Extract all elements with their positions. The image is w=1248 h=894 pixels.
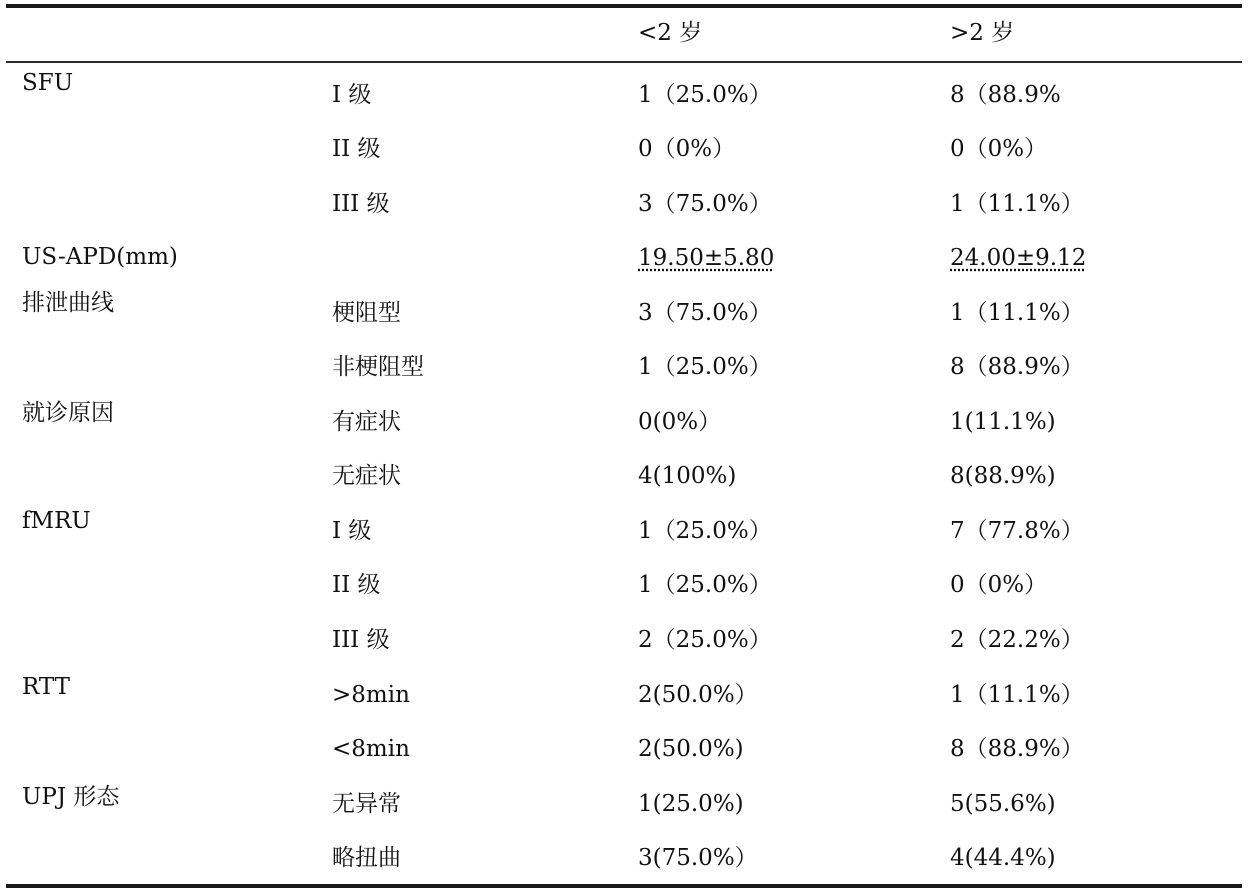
table-cell-under-2: 3(75.0%） (638, 845, 758, 871)
table-cell-over-2: 1(11.1%) (950, 409, 1056, 435)
table-cell-over-2: 7（77.8%） (950, 518, 1084, 544)
table-cell-subgroup: 有症状 (332, 409, 401, 435)
table-cell-under-2: 0(0%） (638, 409, 722, 435)
table-cell-under-2: 1(25.0%) (638, 791, 744, 817)
table-cell-over-2: 0（0%） (950, 136, 1048, 162)
table-cell-over-2: 4(44.4%) (950, 845, 1056, 871)
table-bottom-rule (6, 884, 1242, 888)
group-label-rtt: RTT (22, 674, 71, 700)
table-header-rule (6, 61, 1242, 63)
table-cell-over-2: 8（88.9% (950, 82, 1061, 108)
table-cell-subgroup: 略扭曲 (332, 845, 401, 871)
group-label-drainage-curve: 排泄曲线 (22, 290, 114, 316)
group-label-upj: UPJ 形态 (22, 784, 120, 810)
table-cell-under-2: 2(50.0%) (638, 736, 744, 762)
table-cell-over-2: 5(55.6%) (950, 791, 1056, 817)
table-cell-under-2: 19.50±5.80 (638, 245, 775, 271)
table-cell-under-2: 2（25.0%） (638, 627, 772, 653)
table-cell-subgroup: III 级 (332, 627, 390, 653)
group-label-us-apd: US-APD(mm) (22, 244, 178, 270)
table-cell-subgroup: III 级 (332, 191, 390, 217)
table-cell-subgroup: 无异常 (332, 791, 401, 817)
table-cell-over-2: 8（88.9%） (950, 354, 1084, 380)
table-cell-subgroup: I 级 (332, 518, 372, 544)
table-cell-subgroup: I 级 (332, 82, 372, 108)
table-cell-over-2: 8（88.9%） (950, 736, 1084, 762)
table-cell-subgroup: >8min (332, 682, 410, 708)
table-cell-subgroup: II 级 (332, 136, 381, 162)
table-cell-under-2: 1（25.0%） (638, 572, 772, 598)
table-cell-under-2: 3（75.0%） (638, 191, 772, 217)
table-cell-under-2: 3（75.0%） (638, 300, 772, 326)
table-cell-under-2: 1（25.0%） (638, 518, 772, 544)
table-cell-over-2: 1（11.1%） (950, 300, 1084, 326)
table-cell-subgroup: 非梗阻型 (332, 354, 424, 380)
header-under-2-years: <2 岁 (638, 20, 703, 46)
group-label-sfu: SFU (22, 70, 74, 96)
group-label-fmru: fMRU (22, 508, 91, 534)
table-cell-over-2: 0（0%） (950, 572, 1048, 598)
table-cell-over-2: 1（11.1%） (950, 191, 1084, 217)
table-cell-over-2: 1（11.1%） (950, 682, 1084, 708)
table-cell-under-2: 4(100%) (638, 463, 737, 489)
table-cell-subgroup: II 级 (332, 572, 381, 598)
table-cell-under-2: 1（25.0%） (638, 82, 772, 108)
header-over-2-years: >2 岁 (950, 20, 1015, 46)
table-cell-under-2: 0（0%） (638, 136, 736, 162)
table-cell-subgroup: 梗阻型 (332, 300, 401, 326)
table-top-rule (6, 4, 1242, 8)
table-cell-under-2: 1（25.0%） (638, 354, 772, 380)
group-label-visit-reason: 就诊原因 (22, 400, 114, 426)
table-cell-over-2: 2（22.2%） (950, 627, 1084, 653)
table-cell-subgroup: <8min (332, 736, 410, 762)
table-cell-subgroup: 无症状 (332, 463, 401, 489)
table-cell-under-2: 2(50.0%） (638, 682, 758, 708)
table-cell-over-2: 24.00±9.12 (950, 245, 1087, 271)
table-cell-over-2: 8(88.9%) (950, 463, 1056, 489)
